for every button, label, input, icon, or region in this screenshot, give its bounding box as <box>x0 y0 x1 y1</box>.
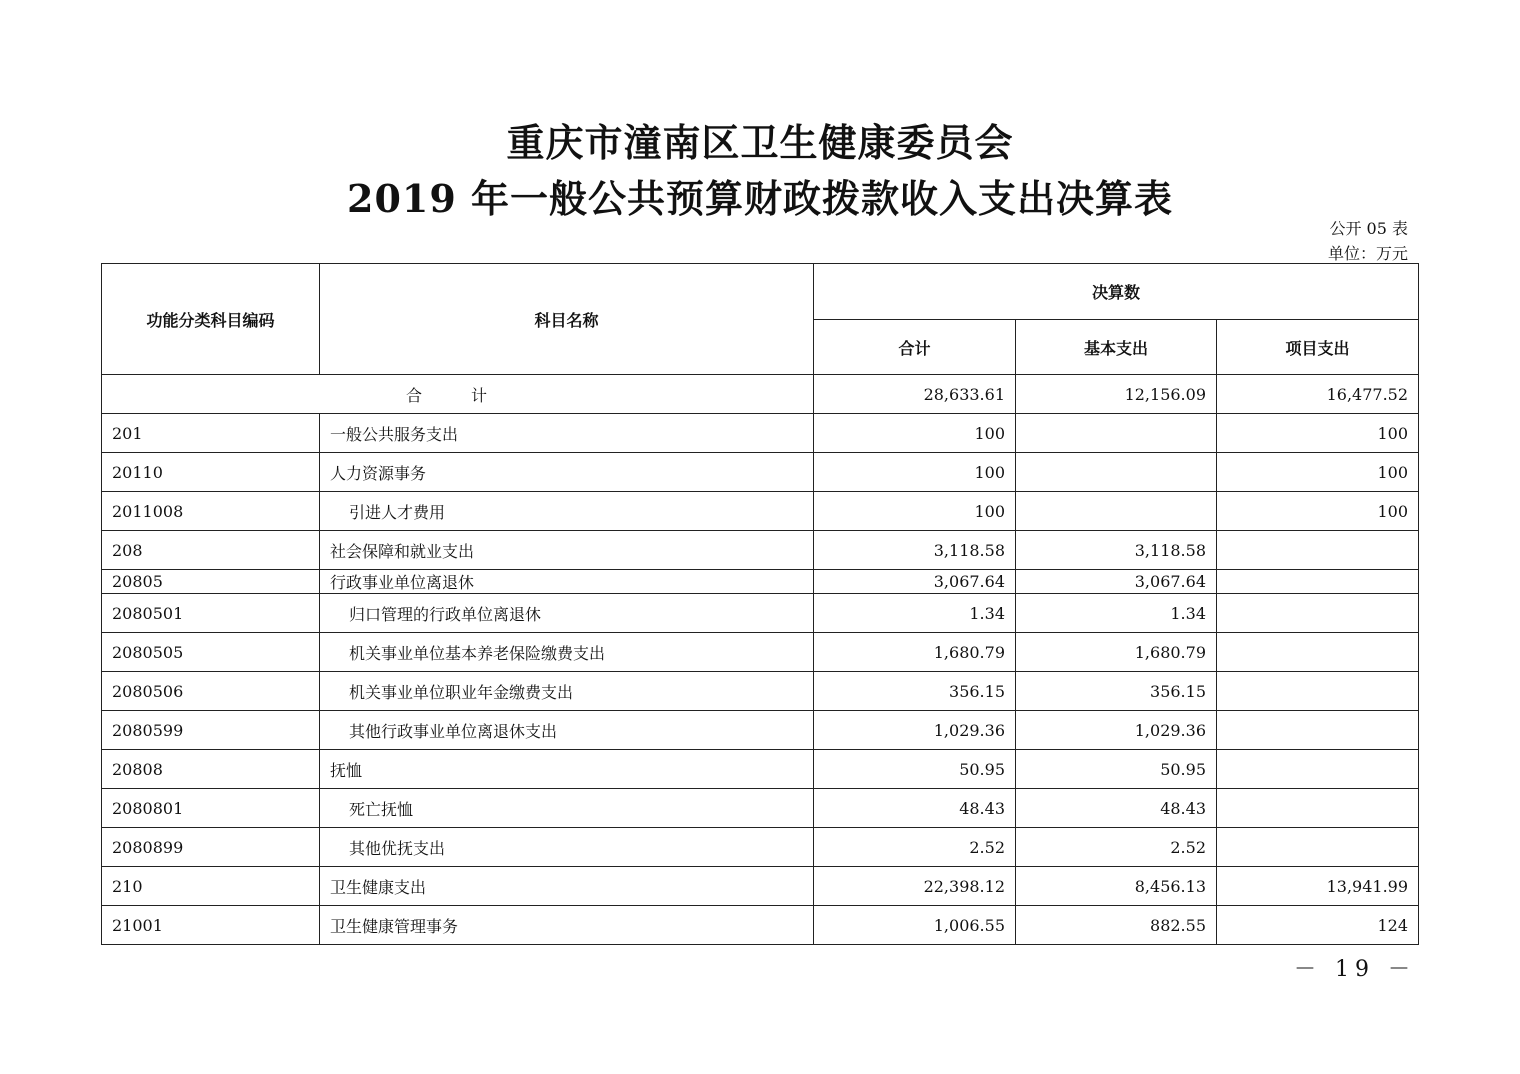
row-basic: 1.34 <box>1016 594 1217 633</box>
row-name: 人力资源事务 <box>320 453 814 492</box>
row-total: 48.43 <box>814 789 1016 828</box>
row-name: 行政事业单位离退休 <box>320 570 814 594</box>
row-name: 卫生健康支出 <box>320 867 814 906</box>
document-title-line2: 2019 年一般公共预算财政拨款收入支出决算表 <box>347 176 1173 221</box>
row-name: 死亡抚恤 <box>320 789 814 828</box>
row-project: 100 <box>1217 492 1419 531</box>
row-name: 机关事业单位基本养老保险缴费支出 <box>320 633 814 672</box>
row-total: 3,118.58 <box>814 531 1016 570</box>
row-project <box>1217 672 1419 711</box>
row-basic: 356.15 <box>1016 672 1217 711</box>
table-row <box>102 672 1419 711</box>
row-code: 21001 <box>102 906 320 945</box>
row-basic <box>1016 492 1217 531</box>
header-name: 科目名称 <box>320 264 814 375</box>
row-name: 其他优抚支出 <box>320 828 814 867</box>
row-basic: 50.95 <box>1016 750 1217 789</box>
row-total: 356.15 <box>814 672 1016 711</box>
row-project <box>1217 594 1419 633</box>
row-project <box>1217 711 1419 750</box>
row-basic: 3,118.58 <box>1016 531 1217 570</box>
row-project <box>1217 570 1419 594</box>
header-code: 功能分类科目编码 <box>102 264 320 375</box>
table-row <box>102 906 1419 945</box>
row-code: 2011008 <box>102 492 320 531</box>
total-row-project: 16,477.52 <box>1217 375 1419 414</box>
row-name: 归口管理的行政单位离退休 <box>320 594 814 633</box>
row-code: 2080506 <box>102 672 320 711</box>
row-total: 3,067.64 <box>814 570 1016 594</box>
table-row <box>102 453 1419 492</box>
table-row <box>102 711 1419 750</box>
row-basic: 1,029.36 <box>1016 711 1217 750</box>
row-project: 124 <box>1217 906 1419 945</box>
table-code-label: 公开 05 表 <box>1329 219 1408 238</box>
row-name: 其他行政事业单位离退休支出 <box>320 711 814 750</box>
row-project: 13,941.99 <box>1217 867 1419 906</box>
row-total: 22,398.12 <box>814 867 1016 906</box>
row-total: 2.52 <box>814 828 1016 867</box>
row-basic: 882.55 <box>1016 906 1217 945</box>
table-row <box>102 750 1419 789</box>
row-total: 100 <box>814 453 1016 492</box>
header-project: 项目支出 <box>1217 320 1419 375</box>
row-code: 2080505 <box>102 633 320 672</box>
table-row <box>102 828 1419 867</box>
row-code: 20808 <box>102 750 320 789</box>
document-title-line1: 重庆市潼南区卫生健康委员会 <box>506 120 1014 165</box>
header-total: 合计 <box>814 320 1016 375</box>
row-name: 机关事业单位职业年金缴费支出 <box>320 672 814 711</box>
row-code: 2080599 <box>102 711 320 750</box>
table-row <box>102 594 1419 633</box>
row-code: 20805 <box>102 570 320 594</box>
row-project <box>1217 789 1419 828</box>
table-row <box>102 570 1419 594</box>
total-row-total: 28,633.61 <box>814 375 1016 414</box>
total-row-label: 合 计 <box>102 375 814 414</box>
row-project <box>1217 633 1419 672</box>
row-project <box>1217 750 1419 789</box>
row-code: 2080899 <box>102 828 320 867</box>
row-code: 20110 <box>102 453 320 492</box>
header-group: 决算数 <box>814 264 1419 320</box>
row-total: 1,029.36 <box>814 711 1016 750</box>
unit-label: 单位：万元 <box>1327 244 1408 263</box>
row-name: 一般公共服务支出 <box>320 414 814 453</box>
row-project <box>1217 828 1419 867</box>
table-row <box>102 867 1419 906</box>
row-name: 卫生健康管理事务 <box>320 906 814 945</box>
row-total: 1.34 <box>814 594 1016 633</box>
row-code: 2080501 <box>102 594 320 633</box>
header-row-1 <box>102 264 1419 320</box>
row-code: 210 <box>102 867 320 906</box>
page-number: － 19 － <box>1294 957 1416 982</box>
row-total: 100 <box>814 492 1016 531</box>
row-total: 1,006.55 <box>814 906 1016 945</box>
total-row <box>102 375 1419 414</box>
row-total: 1,680.79 <box>814 633 1016 672</box>
row-total: 50.95 <box>814 750 1016 789</box>
total-row-basic: 12,156.09 <box>1016 375 1217 414</box>
row-project: 100 <box>1217 453 1419 492</box>
row-total: 100 <box>814 414 1016 453</box>
row-name: 社会保障和就业支出 <box>320 531 814 570</box>
table-row <box>102 492 1419 531</box>
row-basic <box>1016 414 1217 453</box>
row-basic <box>1016 453 1217 492</box>
budget-table <box>101 263 1419 945</box>
row-basic: 3,067.64 <box>1016 570 1217 594</box>
table-row <box>102 789 1419 828</box>
row-basic: 8,456.13 <box>1016 867 1217 906</box>
header-basic: 基本支出 <box>1016 320 1217 375</box>
row-name: 引进人才费用 <box>320 492 814 531</box>
row-basic: 1,680.79 <box>1016 633 1217 672</box>
row-code: 201 <box>102 414 320 453</box>
row-code: 2080801 <box>102 789 320 828</box>
row-project <box>1217 531 1419 570</box>
table-row <box>102 414 1419 453</box>
row-name: 抚恤 <box>320 750 814 789</box>
row-basic: 2.52 <box>1016 828 1217 867</box>
table-row <box>102 531 1419 570</box>
row-basic: 48.43 <box>1016 789 1217 828</box>
row-project: 100 <box>1217 414 1419 453</box>
row-code: 208 <box>102 531 320 570</box>
table-row <box>102 633 1419 672</box>
